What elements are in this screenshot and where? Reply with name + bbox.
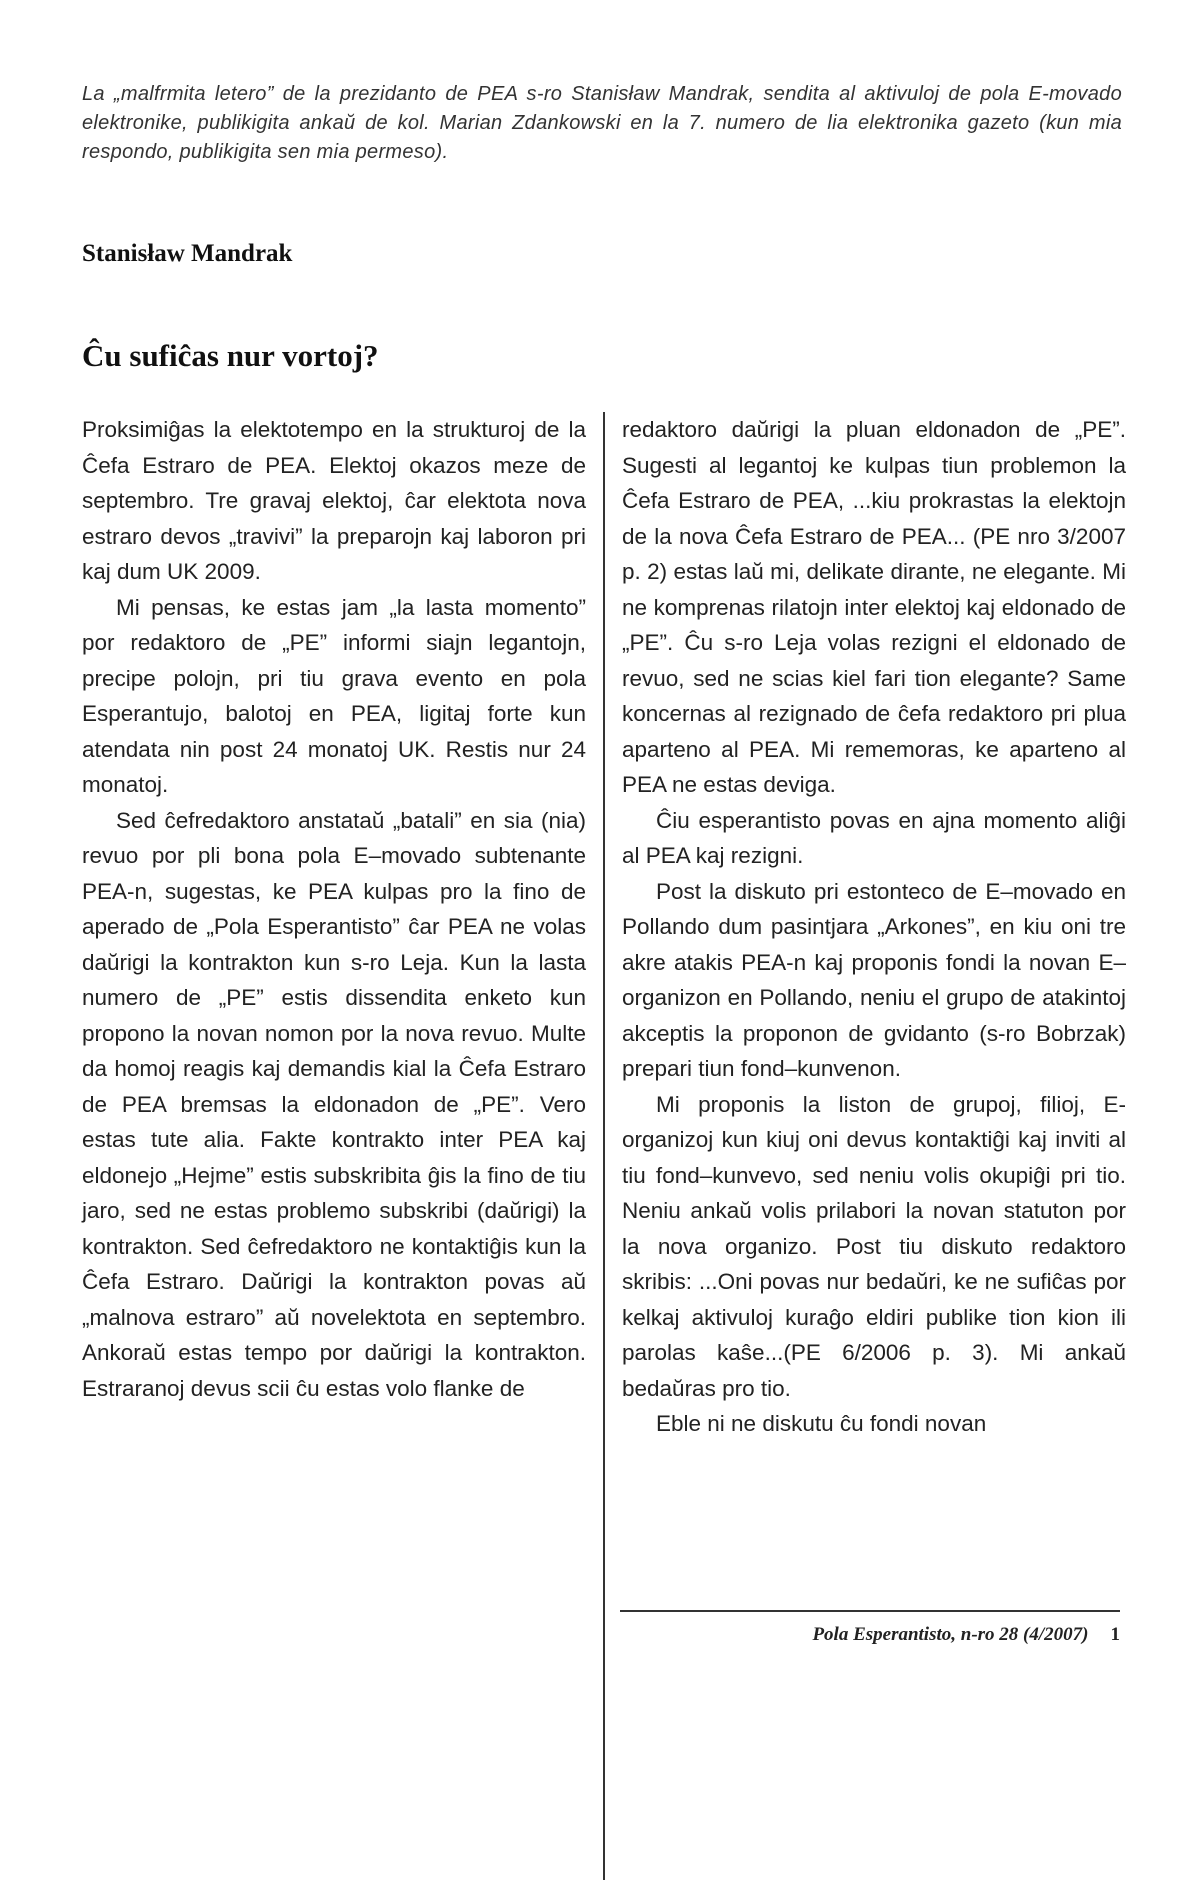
page-footer [620, 1624, 1120, 1646]
right-column [622, 412, 1126, 1442]
paragraph: Eble ni ne diskutu ĉu fondi novan [656, 1411, 987, 1436]
paragraph: Proksimiĝas la elektotempo en la strukturoj de la Ĉefa Estraro de PEA. Elektoj okazos meze de septembro. Tre gravaj elektoj, ĉar elektota nova estraro devos „travivi” la preparojn kaj laboron pri kaj dum UK 2009. [82, 417, 586, 584]
paragraph: Sed ĉefredaktoro anstataŭ „batali” en sia (nia) revuo por pli bona pola E–movado subtenante PEA-n, sugestas, ke PEA kulpas pro la fino de aperado de „Pola Esperantisto” ĉar PEA ne volas daŭrigi la kontrakton kun s-ro Leja. Kun la lasta numero de „PE” estis dissendita enketo kun propono la novan nomon por la nova revuo. Multe da homoj reagis kaj demandis kial la Ĉefa Estraro de PEA bremsas la eldonadon de „PE”. Vero estas tute alia. Fakte kontrakto inter PEA kaj eldonejo „Hejme” estis subskribita ĝis la fino de tiu jaro, sed ne estas problemo subskribi (daŭrigi) la kontrakton. Sed ĉefredaktoro ne kontaktiĝis kun la Ĉefa Estraro. Daŭrigi la kontrakton povas aŭ „malnova estraro” aŭ novelektota en septembro. Ankoraŭ estas tempo por daŭrigi la kontrakton. Estraranoj devus scii ĉu estas volo flanke de [82, 807, 586, 1401]
author-name: Stanisław Mandrak [82, 240, 293, 267]
paragraph: Mi proponis la liston de grupoj, filioj, E-organizoj kun kiuj oni devus kontaktiĝi kaj inviti al tiu fond–kunvevo, sed neniu volis okupiĝi pri tio. Neniu ankaŭ volis prilabori la novan statuton por la nova organizo. Post tiu diskuto redaktoro skribis: ...Oni povas nur bedaŭri, ke ne sufiĉas por kelkaj aktivuloj kuraĝo eldiri publike tion kion ili parolas kaŝe...(PE 6/2006 p. 3). Mi ankaŭ bedaŭras pro tio. [622, 1091, 1126, 1401]
paragraph: redaktoro daŭrigi la pluan eldonadon de „PE”. Sugesti al legantoj ke kulpas tiun problemon la Ĉefa Estraro de PEA, ...kiu prokrastas la elektojn de la nova Ĉefa Estraro de PEA... (PE nro 3/2007 p. 2) estas laŭ mi, delikate dirante, ne elegante. Mi ne komprenas rilatojn inter elektoj kaj eldonado de „PE”. Ĉu s-ro Leja volas rezigni el eldonado de revuo, sed ne scias kiel fari tion elegante? Same koncernas al rezignado de ĉefa redaktoro pri plua aparteno al PEA. Mi rememoras, ke aparteno al PEA ne estas deviga. [622, 417, 1126, 797]
article-title: Ĉu sufiĉas nur vortoj? [82, 338, 379, 373]
column-divider [603, 412, 605, 1880]
journal-issue: Pola Esperantisto, n-ro 28 (4/2007) [812, 1624, 1089, 1645]
intro-note: La „malfrmita letero” de la prezidanto de PEA s-ro Stanisław Mandrak, sendita al aktivuloj de pola E-movado elektronike, publikigita ankaŭ de kol. Marian Zdankowski en la 7. numero de lia elektronika gazeto (kun mia respondo, publikigita sen mia permeso). [82, 83, 1122, 163]
paragraph: Post la diskuto pri estonteco de E–movado en Pollando dum pasintjara „Arkones”, en kiu oni tre akre atakis PEA-n kaj proponis fondi la novan E–organizon en Pollando, neniu el grupo de atakintoj akceptis la proponon de gvidanto (s-ro Bobrzak) prepari tiun fond–kunvenon. [622, 878, 1126, 1081]
left-column [82, 412, 586, 1406]
paragraph: Mi pensas, ke estas jam „la lasta momento” por redaktoro de „PE” informi siajn legantojn, precipe polojn, pri tiu grava evento en pola Esperantujo, balotoj en PEA, ligitaj forte kun atendata nin post 24 monatoj UK. Restis nur 24 monatoj. [82, 594, 586, 797]
page-number: 1 [1110, 1624, 1120, 1645]
paragraph: Ĉiu esperantisto povas en ajna momento aliĝi al PEA kaj rezigni. [622, 807, 1126, 868]
footer-divider [620, 1610, 1120, 1612]
